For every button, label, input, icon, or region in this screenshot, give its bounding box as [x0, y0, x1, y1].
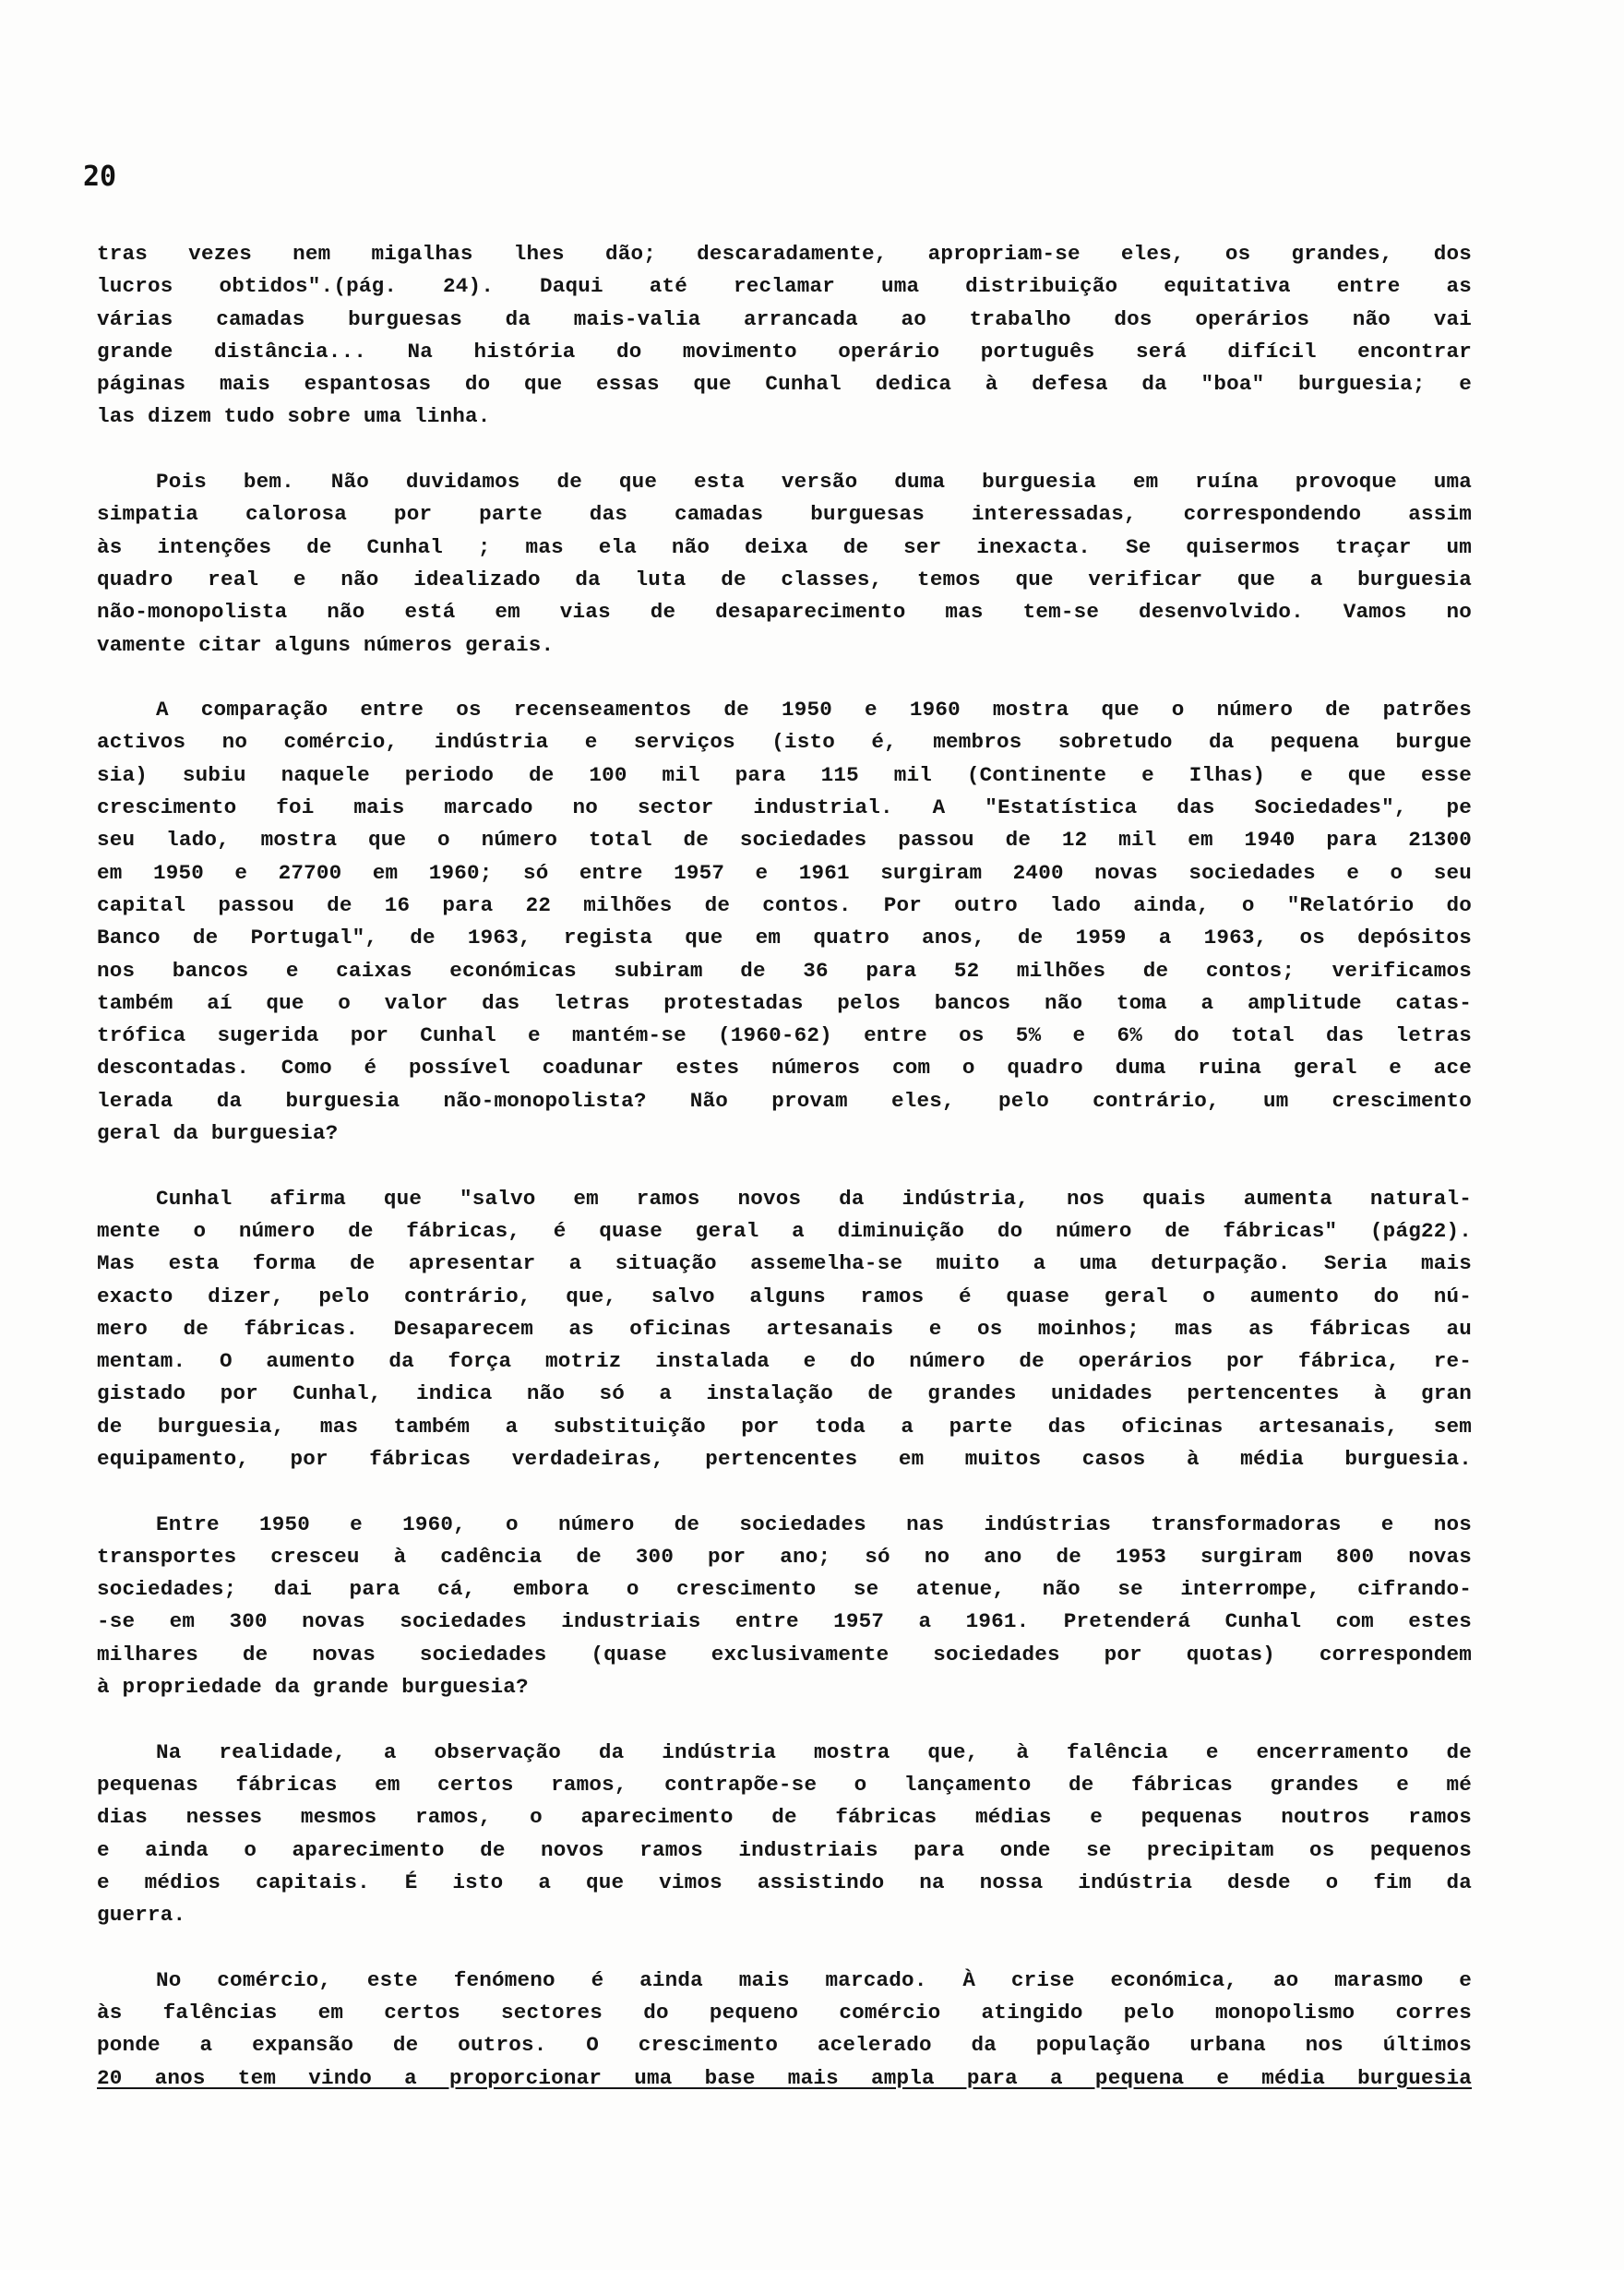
text-line: dias nesses mesmos ramos, o aparecimento de fábricas médias e pequenas noutros ramos [97, 1805, 1472, 1830]
text-line: não-monopolista não está em vias de desaparecimento mas tem-se desenvolvido. Vamos no [97, 600, 1472, 625]
text-line: quadro real e não idealizado da luta de classes, temos que verificar que a burguesia [97, 567, 1472, 591]
text-line: mente o número de fábricas, é quase geral a diminuição do número de fábricas" (pág22). [97, 1218, 1472, 1243]
text-line: mero de fábricas. Desaparecem as oficinas artesanais e os moinhos; mas as fábricas au [97, 1316, 1472, 1341]
paragraph-2 [97, 466, 1472, 662]
text-line: las dizem tudo sobre uma linha. [97, 404, 491, 429]
text-line: pequenas fábricas em certos ramos, contrapõe-se o lançamento de fábricas grandes e mé [97, 1772, 1472, 1797]
text-line: mentam. O aumento da força motriz instalada e do número de operários por fábrica, re- [97, 1349, 1472, 1374]
text-line: Banco de Portugal", de 1963, regista que em quatro anos, de 1959 a 1963, os depósitos [97, 926, 1472, 950]
text-line: exacto dizer, pelo contrário, que, salvo alguns ramos é quase geral o aumento do nú- [97, 1284, 1472, 1308]
text-line: em 1950 e 27700 em 1960; só entre 1957 e 1961 surgiram 2400 novas sociedades e o seu [97, 860, 1472, 885]
text-line: guerra. [97, 1903, 186, 1928]
text-line: No comércio, este fenómeno é ainda mais marcado. À crise económica, ao marasmo e [156, 1967, 1472, 1992]
text-line: gistado por Cunhal, indica não só a instalação de grandes unidades pertencentes à gran [97, 1381, 1472, 1406]
text-line: capital passou de 16 para 22 milhões de contos. Por outro lado ainda, o "Relatório do [97, 892, 1472, 917]
paragraph-6 [97, 1737, 1472, 1932]
text-line: Entre 1950 e 1960, o número de sociedades nas indústrias transformadoras e nos [156, 1511, 1472, 1536]
text-line: lucros obtidos".(pág. 24). Daqui até reclamar uma distribuição equitativa entre as [97, 274, 1472, 299]
paragraph-1 [97, 238, 1472, 434]
text-line: de burguesia, mas também a substituição por toda a parte das oficinas artesanais, sem [97, 1414, 1472, 1439]
text-line: lerada da burguesia não-monopolista? Não provam eles, pelo contrário, um crescimento [97, 1088, 1472, 1113]
text-line: geral da burguesia? [97, 1121, 339, 1146]
text-line: Mas esta forma de apresentar a situação assemelha-se muito a uma deturpação. Seria mais [97, 1251, 1472, 1276]
body-text [97, 238, 1472, 2095]
page-number: 20 [83, 161, 117, 193]
paragraph-4 [97, 1183, 1472, 1476]
paragraph-5 [97, 1509, 1472, 1704]
text-line: várias camadas burguesas da mais-valia arrancada ao trabalho dos operários não vai [97, 306, 1472, 331]
text-line: milhares de novas sociedades (quase exclusivamente sociedades por quotas) correspondem [97, 1642, 1472, 1667]
text-line: sia) subiu naquele periodo de 100 mil para 115 mil (Continente e Ilhas) e que esse [97, 762, 1472, 787]
text-line: equipamento, por fábricas verdadeiras, pertencentes em muitos casos à média burguesia. [97, 1446, 1472, 1471]
text-line: também aí que o valor das letras protestadas pelos bancos não toma a amplitude catas- [97, 990, 1472, 1015]
text-line: descontadas. Como é possível coadunar estes números com o quadro duma ruina geral e ace [97, 1056, 1472, 1081]
text-line: à propriedade da grande burguesia? [97, 1675, 529, 1700]
text-line: páginas mais espantosas do que essas que Cunhal dedica à defesa da "boa" burguesia; e [97, 372, 1472, 397]
text-line: nos bancos e caixas económicas subiram de 36 para 52 milhões de contos; verificamos [97, 958, 1472, 983]
text-line: 20 anos tem vindo a proporcionar uma base mais ampla para a pequena e média burguesia [97, 2065, 1472, 2090]
text-line: transportes cresceu à cadência de 300 por ano; só no ano de 1953 surgiram 800 novas [97, 1544, 1472, 1569]
text-line: grande distância... Na história do movimento operário português será difícil encontrar [97, 339, 1472, 364]
text-line: activos no comércio, indústria e serviços (isto é, membros sobretudo da pequena burgue [97, 730, 1472, 755]
text-line: Pois bem. Não duvidamos de que esta versão duma burguesia em ruína provoque uma [156, 470, 1472, 495]
text-line: às intenções de Cunhal ; mas ela não deixa de ser inexacta. Se quisermos traçar um [97, 534, 1472, 559]
text-line: ponde a expansão de outros. O crescimento acelerado da população urbana nos últimos [97, 2033, 1472, 2058]
text-line: seu lado, mostra que o número total de sociedades passou de 12 mil em 1940 para 21300 [97, 828, 1472, 853]
text-line: sociedades; dai para cá, embora o crescimento se atenue, não se interrompe, cifrando- [97, 1577, 1472, 1602]
text-line: A comparação entre os recenseamentos de 1950 e 1960 mostra que o número de patrões [156, 698, 1472, 723]
text-line: vamente citar alguns números gerais. [97, 632, 555, 657]
text-line: e ainda o aparecimento de novos ramos industriais para onde se precipitam os pequenos [97, 1837, 1472, 1862]
text-line: às falências em certos sectores do pequeno comércio atingido pelo monopolismo corres [97, 2001, 1472, 2025]
text-line: Cunhal afirma que "salvo em ramos novos da indústria, nos quais aumenta natural- [156, 1186, 1472, 1211]
text-line: e médios capitais. É isto a que vimos assistindo na nossa indústria desde o fim da [97, 1870, 1472, 1894]
paragraph-3 [97, 694, 1472, 1150]
text-line: Na realidade, a observação da indústria mostra que, à falência e encerramento de [156, 1739, 1472, 1764]
text-line: trófica sugerida por Cunhal e mantém-se (1960-62) entre os 5% e 6% do total das letras [97, 1023, 1472, 1048]
text-line: simpatia calorosa por parte das camadas burguesas interessadas, correspondendo assim [97, 502, 1472, 527]
text-line: -se em 300 novas sociedades industriais entre 1957 a 1961. Pretenderá Cunhal com estes [97, 1609, 1472, 1634]
text-line: tras vezes nem migalhas lhes dão; descaradamente, apropriam-se eles, os grandes, dos [97, 242, 1472, 266]
paragraph-7 [97, 1965, 1472, 2095]
text-line: crescimento foi mais marcado no sector industrial. A "Estatística das Sociedades", pe [97, 795, 1472, 820]
